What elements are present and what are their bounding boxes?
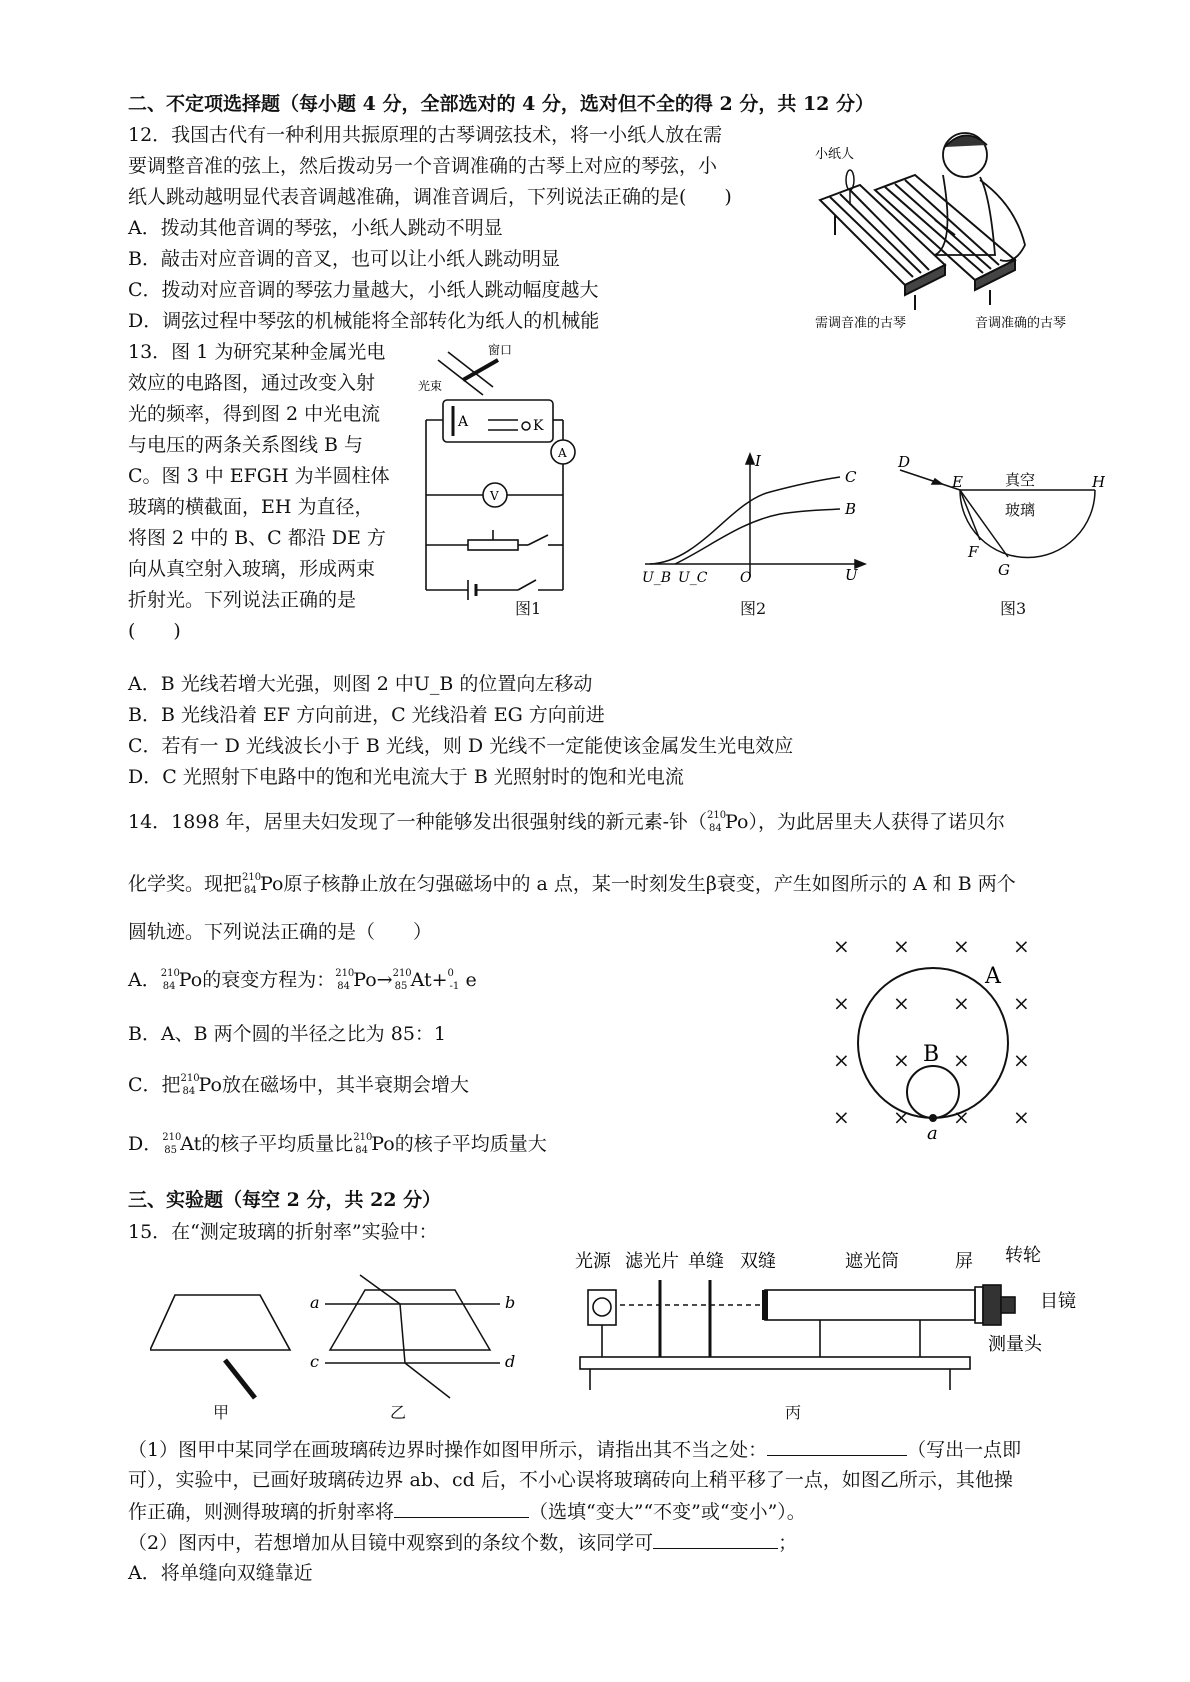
decay-plus: + bbox=[431, 969, 448, 991]
q12-stem-line-2: 要调整音准的弦上，然后拨动另一个音调准确的古琴上对应的琴弦，小 bbox=[128, 155, 718, 177]
q13-answer-bracket: ( ) bbox=[128, 620, 181, 642]
field-cross: × bbox=[1013, 935, 1030, 958]
field-cross: × bbox=[893, 935, 910, 958]
decay-arrow: → bbox=[376, 969, 393, 991]
q13-stem-line-5: C。图 3 中 EFGH 为半圆柱体 bbox=[128, 465, 390, 487]
eyepiece-icon bbox=[1001, 1297, 1015, 1313]
fig3-label-g: G bbox=[998, 561, 1010, 579]
po-symbol-4: Po bbox=[353, 969, 377, 991]
q14-option-c bbox=[128, 1073, 469, 1098]
optical-bench bbox=[580, 1357, 970, 1369]
fig3-label-f: F bbox=[968, 543, 979, 561]
q15-p2-a: （2）图丙中，若想增加从目镜中观察到的条纹个数，该同学可 bbox=[128, 1532, 654, 1554]
q12-stem-line-1: 12．我国古代有一种利用共振原理的古琴调弦技术，将一小纸人放在需 bbox=[128, 124, 723, 146]
q15-p1-line-3-b: （选填“变大”“不变”或“变小”）。 bbox=[529, 1501, 806, 1523]
q14-option-d-a: D． bbox=[128, 1133, 163, 1155]
field-cross: × bbox=[1013, 1105, 1030, 1129]
po-mass: 210 bbox=[707, 810, 727, 821]
at-mass: 210 bbox=[392, 968, 412, 979]
q14-option-a-text: 的衰变方程为： bbox=[202, 969, 336, 991]
q14-stem-line-2-a: 化学奖。现把 bbox=[128, 873, 243, 895]
fig-yi-caption: 乙 bbox=[390, 1403, 407, 1422]
fig1-label-window: 窗口 bbox=[488, 343, 513, 357]
label-right-qin: 音调准确的古琴 bbox=[975, 316, 1067, 331]
q14-option-c-a: C．把 bbox=[128, 1074, 181, 1096]
q14-option-b: B．A、B 两个圆的半径之比为 85：1 bbox=[128, 1023, 446, 1045]
field-cross: × bbox=[893, 1048, 910, 1072]
at-symbol-2: At bbox=[180, 1133, 202, 1155]
q13-stem-line-3: 光的频率，得到图 2 中光电流 bbox=[128, 403, 381, 425]
label-tube: 遮光筒 bbox=[845, 1251, 899, 1272]
point-a-dot bbox=[929, 1114, 937, 1122]
fig2-label-u: U bbox=[845, 566, 858, 584]
fig2-label-c: C bbox=[845, 468, 857, 486]
field-cross: × bbox=[833, 1048, 850, 1072]
q13-option-b: B．B 光线沿着 EF 方向前进，C 光线沿着 EG 方向前进 bbox=[128, 704, 605, 726]
q13-stem-line-4: 与电压的两条关系图线 B 与 bbox=[128, 434, 364, 456]
label-double-slit: 双缝 bbox=[740, 1251, 776, 1272]
label-eyepiece: 目镜 bbox=[1040, 1291, 1076, 1312]
fig1-label-K: K bbox=[533, 418, 544, 434]
fig2-curve-b bbox=[675, 509, 840, 564]
po-z-6: 84 bbox=[355, 1145, 369, 1156]
glass-brick-trapezoid bbox=[150, 1295, 290, 1350]
answer-blank-1[interactable] bbox=[767, 1437, 907, 1456]
at-mass-2: 210 bbox=[162, 1132, 182, 1143]
fig1-meter-V: V bbox=[490, 489, 499, 503]
fig-jia-caption: 甲 bbox=[213, 1403, 230, 1422]
e-z: -1 bbox=[449, 981, 460, 992]
q15-p1-line-3 bbox=[128, 1499, 806, 1524]
fig1-label-beam: 光束 bbox=[418, 379, 443, 393]
label-d: d bbox=[505, 1352, 516, 1371]
rheostat-icon bbox=[468, 540, 518, 550]
fig2-label-i: I bbox=[755, 452, 761, 470]
po-mass-4: 210 bbox=[335, 968, 355, 979]
label-circle-b: B bbox=[923, 1042, 940, 1067]
q13-option-c: C．若有一 D 光线波长小于 B 光线，则 D 光线不一定能使该金属发生光电效应 bbox=[128, 735, 794, 757]
at-z-2: 85 bbox=[164, 1145, 177, 1156]
po-z-5: 84 bbox=[182, 1086, 196, 1097]
label-filter: 滤光片 bbox=[625, 1251, 679, 1272]
field-cross: × bbox=[893, 1105, 910, 1129]
q14-stem-line-1-b: ），为此居里夫人获得了诺贝尔 bbox=[748, 811, 1005, 833]
e-mass: 0 bbox=[447, 968, 454, 979]
po-mass-5: 210 bbox=[180, 1073, 200, 1084]
po-mass-2: 210 bbox=[242, 872, 262, 883]
q13-stem-line-1: 13．图 1 为研究某种金属光电 bbox=[128, 341, 386, 363]
fig3-caption: 图3 bbox=[1000, 599, 1027, 618]
label-single-slit: 单缝 bbox=[688, 1251, 724, 1272]
q13-stem-line-7: 将图 2 中的 B、C 都沿 DE 方 bbox=[128, 527, 386, 549]
field-cross: × bbox=[833, 935, 850, 958]
q14-option-a bbox=[128, 968, 477, 993]
q12-option-b: B．敲击对应音调的音叉，也可以让小纸人跳动明显 bbox=[128, 248, 560, 270]
field-cross: × bbox=[953, 991, 970, 1015]
label-circle-a: A bbox=[985, 964, 1001, 989]
q13-stem-line-6: 玻璃的横截面，EH 为直径， bbox=[128, 496, 374, 518]
q15-p1-line-2: 可），实验中，已画好玻璃砖边界 ab、cd 后，不小心误将玻璃砖向上稍平移了一点，如图乙所示，其他操 bbox=[128, 1469, 1013, 1491]
q14-option-d-b: 的核子平均质量比 bbox=[201, 1133, 354, 1155]
at-nuclide-2 bbox=[162, 1133, 180, 1157]
po-symbol-3: Po bbox=[178, 969, 203, 991]
q12-stem-line-3: 纸人跳动越明显代表音调越准确，调准音调后，下列说法正确的是( ) bbox=[128, 186, 732, 208]
q13-stem-line-2: 效应的电路图，通过改变入射 bbox=[128, 372, 376, 394]
fig1-caption: 图1 bbox=[515, 599, 542, 618]
e-symbol: e bbox=[465, 969, 477, 991]
fig2-tick-ub: U_B bbox=[642, 570, 672, 586]
q12-option-a: A．拨动其他音调的琴弦，小纸人跳动不明显 bbox=[128, 217, 503, 239]
circle-b bbox=[907, 1066, 959, 1118]
po-symbol-6: Po bbox=[371, 1133, 395, 1155]
po-mass-6: 210 bbox=[353, 1132, 373, 1143]
q14-field-figure bbox=[825, 935, 1055, 1145]
field-cross: × bbox=[1013, 991, 1030, 1015]
po-nuclide-2 bbox=[242, 873, 260, 897]
q14-option-d bbox=[128, 1132, 547, 1157]
q14-stem-line-1 bbox=[128, 810, 1005, 835]
fig2-caption: 图2 bbox=[740, 599, 767, 618]
po-nuclide bbox=[707, 811, 725, 835]
field-cross: × bbox=[953, 1048, 970, 1072]
po-mass-3: 210 bbox=[160, 968, 180, 979]
po-z-2: 84 bbox=[244, 885, 257, 896]
q15-stem: 15．在“测定玻璃的折射率”实验中： bbox=[128, 1221, 438, 1243]
light-source-icon bbox=[588, 1290, 616, 1325]
q13-option-a: A．B 光线若增大光强，则图 2 中U_B 的位置向左移动 bbox=[128, 673, 593, 695]
q15-p2-b: ； bbox=[778, 1532, 798, 1554]
field-cross: × bbox=[953, 935, 970, 958]
field-cross: × bbox=[893, 991, 910, 1015]
label-left-qin: 需调音准的古琴 bbox=[815, 316, 907, 331]
po-symbol-2: Po bbox=[260, 873, 284, 895]
answer-blank-3[interactable] bbox=[653, 1530, 778, 1549]
field-cross: × bbox=[953, 1105, 970, 1129]
label-a: a bbox=[310, 1293, 320, 1312]
fig-jia bbox=[150, 1290, 300, 1400]
q13-stem-line-9: 折射光。下列说法正确的是 bbox=[128, 589, 357, 611]
label-point-a: a bbox=[927, 1123, 938, 1144]
q15-p1-line-3-a: 作正确，则测得玻璃的折射率将 bbox=[128, 1501, 395, 1523]
q14-option-a-label: A． bbox=[128, 969, 161, 991]
fig1-circuit bbox=[418, 340, 608, 610]
label-c: c bbox=[310, 1352, 319, 1371]
q15-p1-line-1-a: （1）图甲中某同学在画玻璃砖边界时操作如图甲所示，请指出其不当之处： bbox=[128, 1439, 768, 1461]
label-head: 测量头 bbox=[988, 1334, 1042, 1355]
q15-p2 bbox=[128, 1530, 797, 1555]
po-symbol-5: Po bbox=[198, 1074, 222, 1096]
label-source: 光源 bbox=[575, 1251, 611, 1272]
fig1-meter-A: A bbox=[558, 446, 567, 460]
label-paper-man: 小纸人 bbox=[815, 147, 855, 162]
q14-stem-line-2 bbox=[128, 872, 1016, 897]
q12-option-c: C．拨动对应音调的琴弦力量越大，小纸人跳动幅度越大 bbox=[128, 279, 599, 301]
po-nuclide-5 bbox=[181, 1074, 199, 1098]
label-b: b bbox=[505, 1293, 516, 1312]
po-z-4: 84 bbox=[337, 981, 350, 992]
po-nuclide-4 bbox=[335, 969, 353, 993]
guqin-figure bbox=[815, 125, 1120, 335]
q14-option-c-b: 放在磁场中，其半衰期会增大 bbox=[222, 1074, 470, 1096]
q13-option-d: D．C 光照射下电路中的饱和光电流大于 B 光照射时的饱和光电流 bbox=[128, 766, 684, 788]
q15-p1-line-1-b: （写出一点即 bbox=[907, 1439, 1022, 1461]
shifted-brick bbox=[330, 1290, 490, 1350]
q15-p1-line-1 bbox=[128, 1437, 1021, 1462]
screen-icon bbox=[975, 1287, 983, 1323]
fig-yi bbox=[305, 1270, 520, 1405]
wheel-icon bbox=[983, 1285, 1001, 1325]
at-symbol: At bbox=[410, 969, 432, 991]
q14-stem-line-1-a: 14．1898 年，居里夫妇发现了一种能够发出很强射线的新元素-钋（ bbox=[128, 811, 707, 833]
field-cross: × bbox=[1013, 1048, 1030, 1072]
at-z: 85 bbox=[394, 981, 408, 992]
at-nuclide bbox=[393, 969, 411, 993]
po-nuclide-6 bbox=[353, 1133, 371, 1157]
label-screen: 屏 bbox=[955, 1251, 973, 1272]
q14-stem-line-2-b: 原子核静止放在匀强磁场中的 a 点，某一时刻发生β衰变，产生如图所示的 A 和 B 两个 bbox=[283, 873, 1016, 895]
fig3-label-d: D bbox=[898, 455, 911, 471]
pencil-icon bbox=[225, 1360, 255, 1398]
fig-bing-caption: 丙 bbox=[785, 1403, 802, 1422]
q15-p2-option-a: A．将单缝向双缝靠近 bbox=[128, 1562, 313, 1584]
fig2-iu-graph bbox=[640, 452, 870, 587]
q12-option-d: D．调弦过程中琴弦的机械能将全部转化为纸人的机械能 bbox=[128, 310, 600, 332]
q13-stem-line-8: 向从真空射入玻璃，形成两束 bbox=[128, 558, 376, 580]
fig1-label-A: A bbox=[458, 414, 469, 430]
answer-blank-2[interactable] bbox=[394, 1499, 529, 1518]
label-wheel: 转轮 bbox=[1005, 1245, 1041, 1266]
po-z-3: 84 bbox=[162, 981, 176, 992]
section-3-title: 三、实验题（每空 2 分，共 22 分） bbox=[128, 1189, 442, 1211]
e-nuclide bbox=[448, 969, 466, 993]
fig2-label-b: B bbox=[845, 500, 857, 518]
fig-bing bbox=[570, 1245, 1110, 1400]
fig2-tick-uc: U_C bbox=[678, 570, 708, 586]
fig3-semicircle-glass bbox=[880, 455, 1105, 590]
po-nuclide-3 bbox=[161, 969, 179, 993]
section-2-title: 二、不定项选择题（每小题 4 分，全部选对的 4 分，选对但不全的得 2 分，共 12 分） bbox=[128, 93, 875, 115]
po-symbol: Po bbox=[725, 811, 749, 833]
fig2-origin: O bbox=[740, 570, 752, 586]
fig3-label-vacuum: 真空 bbox=[1005, 471, 1036, 489]
light-shield-tube bbox=[765, 1290, 975, 1320]
po-z: 84 bbox=[709, 823, 722, 834]
field-cross: × bbox=[833, 991, 850, 1015]
fig3-label-h: H bbox=[1092, 473, 1105, 491]
fig3-label-e: E bbox=[952, 473, 963, 491]
field-cross: × bbox=[833, 1105, 850, 1129]
q14-stem-line-3: 圆轨迹。下列说法正确的是（ ） bbox=[128, 921, 433, 943]
fig2-curve-c bbox=[650, 477, 840, 564]
fig3-label-glass: 玻璃 bbox=[1005, 501, 1036, 519]
q14-option-d-c: 的核子平均质量大 bbox=[394, 1133, 547, 1155]
